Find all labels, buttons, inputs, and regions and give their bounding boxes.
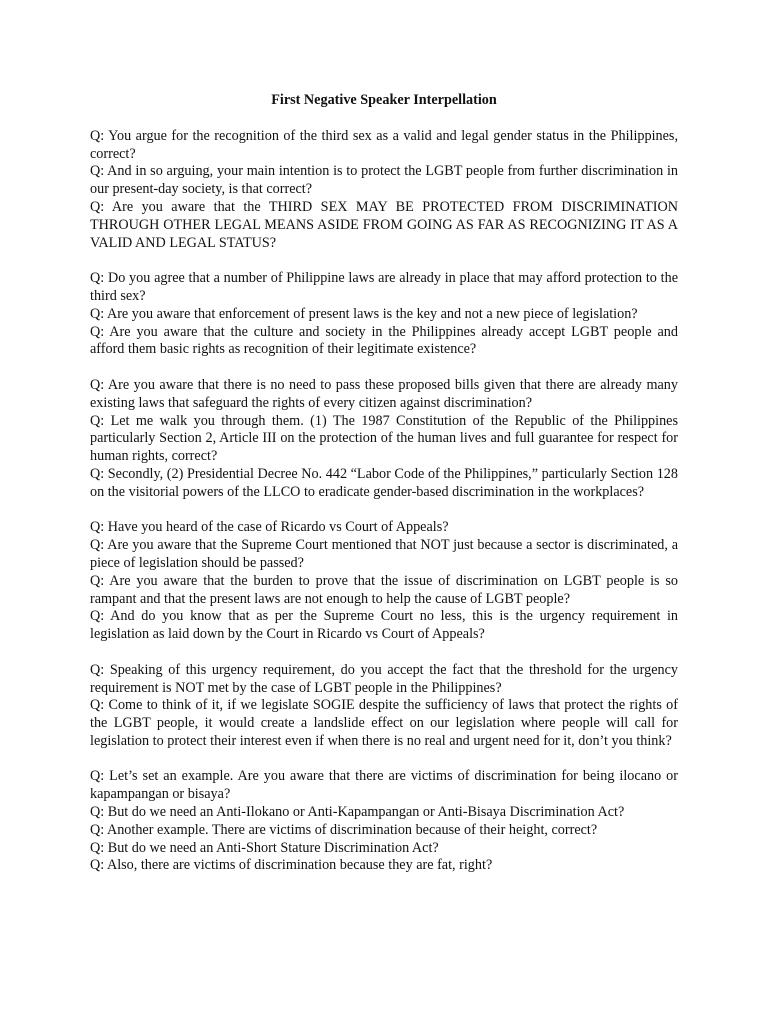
question: Q: Do you agree that a number of Philippine laws are already in place that may afford protection to the third sex? <box>90 270 678 304</box>
section-spacer <box>90 644 678 662</box>
question: Q: And in so arguing, your main intention is to protect the LGBT people from further discrimination in our present-day society, is that correct? <box>90 163 678 198</box>
question: Q: But do we need an Anti-Short Stature Discrimination Act? <box>90 839 439 856</box>
question: Q: Are you aware that the culture and society in the Philippines already accept LGBT people and afford them basic rights as recognition of their legitimate existence? <box>90 323 678 358</box>
question-section-4 <box>90 519 678 644</box>
question: Q: Also, there are victims of discrimination because they are fat, right? <box>90 857 493 874</box>
question: Q: Are you aware that the Supreme Court mentioned that NOT just because a sector is discriminated, a piece of legislation should be passed? <box>90 537 678 571</box>
question: Q: Let’s set an example. Are you aware that there are victims of discrimination for being ilocano or kapampangan or bisaya? <box>90 768 678 803</box>
question-section-1 <box>90 128 678 253</box>
question: Q: Are you aware that the THIRD SEX MAY BE PROTECTED FROM DISCRIMINATION THROUGH OTHER LEGAL MEANS ASIDE FROM GOING AS FAR AS RECOGNIZING IT AS A VALID AND LEGAL STATUS? <box>90 198 678 251</box>
question: Q: Speaking of this urgency requirement, do you accept the fact that the threshold for the urgency requirement is NOT met by the case of LGBT people in the Philippines? <box>90 661 678 696</box>
question: Q: Secondly, (2) Presidential Decree No. 442 “Labor Code of the Philippines,” particularly Section 128 on the visitorial powers of the LLCO to eradicate gender-based discrimination in the workplaces? <box>90 465 678 500</box>
question-section-2 <box>90 270 678 359</box>
section-spacer <box>90 359 678 377</box>
section-spacer <box>90 252 678 270</box>
question-section-5 <box>90 662 678 751</box>
section-spacer <box>90 751 678 769</box>
question: Q: But do we need an Anti-Ilokano or Anti-Kapampangan or Anti-Bisaya Discrimination Act? <box>90 804 625 821</box>
question: Q: Are you aware that the burden to prove that the issue of discrimination on LGBT people is so rampant and that the present laws are not enough to help the cause of LGBT people? <box>90 572 678 607</box>
document-page <box>90 92 678 875</box>
question: Q: Another example. There are victims of discrimination because of their height, correct? <box>90 821 598 838</box>
question-section-3 <box>90 377 678 502</box>
document-title: First Negative Speaker Interpellation <box>271 92 497 108</box>
question: Q: You argue for the recognition of the third sex as a valid and legal gender status in the Philippines, correct? <box>90 127 678 162</box>
section-spacer <box>90 502 678 520</box>
question-section-6 <box>90 768 678 875</box>
question: Q: Come to think of it, if we legislate SOGIE despite the sufficiency of laws that protect the rights of the LGBT people, it would create a landslide effect on our legislation where people will call for legislation to protect their interest even if when there is no real and urgent need for it, don’t you think? <box>90 697 678 749</box>
question: Q: And do you know that as per the Supreme Court no less, this is the urgency requirement in legislation as laid down by the Court in Ricardo vs Court of Appeals? <box>90 608 678 643</box>
question: Q: Let me walk you through them. (1) The 1987 Constitution of the Republic of the Philippines particularly Section 2, Article III on the protection of the human lives and full guarantee for respect for human rights, correct? <box>90 412 678 465</box>
question: Q: Have you heard of the case of Ricardo vs Court of Appeals? <box>90 519 449 536</box>
question: Q: Are you aware that enforcement of present laws is the key and not a new piece of legislation? <box>90 305 638 322</box>
question: Q: Are you aware that there is no need to pass these proposed bills given that there are already many existing laws that safeguard the rights of every citizen against discrimination? <box>90 376 678 411</box>
